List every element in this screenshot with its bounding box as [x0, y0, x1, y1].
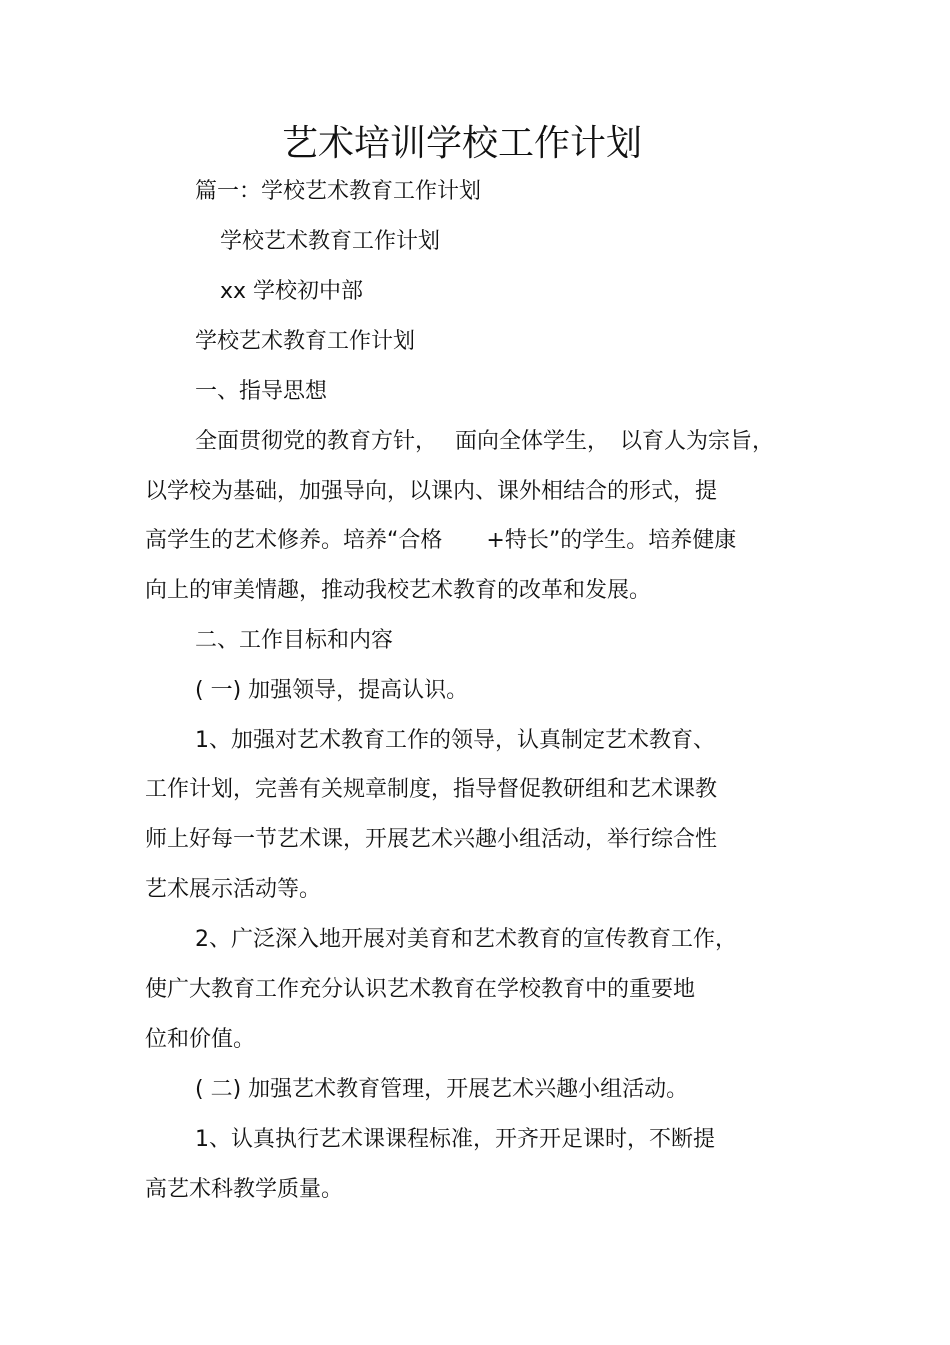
subtitle-plan: 学校艺术教育工作计划 [220, 229, 441, 254]
document-title: 艺术培训学校工作计划 [281, 123, 642, 164]
paragraph-line: 高学生的艺术修养。培养“合格 +特长”的学生。培养健康 [145, 528, 737, 553]
paragraph-line: 高艺术科教学质量。 [145, 1177, 344, 1202]
subheading-leadership: ( 一) 加强领导，提高认识。 [195, 678, 469, 703]
paragraph-line: 使广大教育工作充分认识艺术教育在学校教育中的重要地 [145, 977, 696, 1002]
paragraph-line: 2、广泛深入地开展对美育和艺术教育的宣传教育工作， [195, 927, 737, 952]
subheading-management: ( 二) 加强艺术教育管理，开展艺术兴趣小组活动。 [195, 1077, 689, 1102]
heading-goals-content: 二、工作目标和内容 [195, 628, 394, 653]
paragraph-line: 位和价值。 [145, 1027, 256, 1052]
paragraph-line: 艺术展示活动等。 [145, 877, 322, 902]
section-heading-part-one: 篇一：学校艺术教育工作计划 [195, 179, 482, 204]
paragraph-line: 1、认真执行艺术课课程标准，开齐开足课时，不断提 [195, 1127, 715, 1152]
paragraph-line: 师上好每一节艺术课，开展艺术兴趣小组活动，举行综合性 [145, 827, 718, 852]
heading-guiding-ideology: 一、指导思想 [195, 379, 328, 404]
subtitle-plan-repeat: 学校艺术教育工作计划 [195, 329, 416, 354]
paragraph-line: 全面贯彻党的教育方针， 面向全体学生， 以育人为宗旨， [195, 429, 774, 454]
paragraph-line: 1、加强对艺术教育工作的领导，认真制定艺术教育、 [195, 728, 715, 753]
subtitle-school: xx 学校初中部 [220, 279, 364, 304]
paragraph-line: 向上的审美情趣，推动我校艺术教育的改革和发展。 [145, 578, 652, 603]
paragraph-line: 以学校为基础，加强导向，以课内、课外相结合的形式，提 [145, 479, 718, 504]
paragraph-line: 工作计划，完善有关规章制度，指导督促教研组和艺术课教 [145, 777, 718, 802]
